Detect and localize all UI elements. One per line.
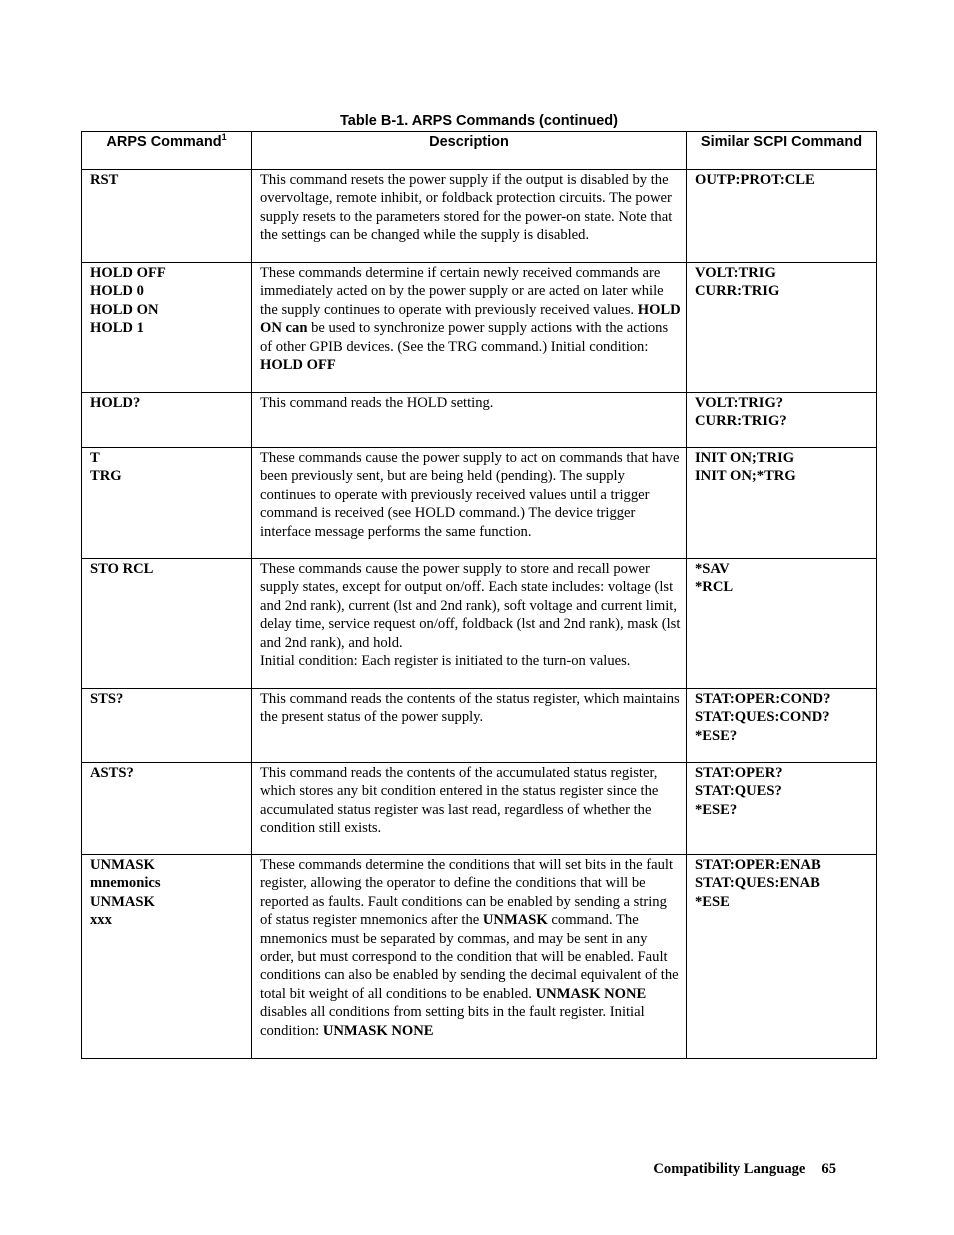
arps-command: STO RCL	[90, 561, 154, 577]
description-text: Initial condition: Each register is initiated to the turn-on values.	[260, 653, 631, 670]
scpi-command-cell	[687, 170, 877, 263]
arps-command: xxx	[90, 912, 112, 929]
arps-command: TRG	[90, 468, 122, 485]
description-cell	[252, 263, 687, 393]
arps-command-cell	[82, 263, 252, 393]
description-emphasis: UNMASK NONE	[535, 985, 647, 1002]
scpi-command: STAT:QUES?	[695, 783, 782, 800]
arps-command-cell	[82, 763, 252, 855]
table-row	[82, 393, 877, 448]
page-number: 65	[821, 1161, 836, 1177]
arps-command-cell	[82, 559, 252, 689]
arps-command: HOLD ON	[90, 301, 159, 318]
description-emphasis: UNMASK	[482, 912, 548, 929]
arps-command-cell	[82, 393, 252, 448]
description-cell	[252, 855, 687, 1059]
page-footer	[560, 1161, 836, 1178]
scpi-command: CURR:TRIG	[695, 283, 780, 300]
arps-command-cell	[82, 448, 252, 559]
description-text	[260, 264, 682, 374]
description-text: These commands cause the power supply to act on commands that have been previously sent, but are being held (pending). The supply continues to operate with previously received values until a trigger command is received (see HOLD command.) The device trigger interface message performs the same function.	[260, 450, 680, 540]
scpi-command: *SAV	[695, 561, 730, 577]
scpi-command-cell	[687, 448, 877, 559]
scpi-command-cell	[687, 559, 877, 689]
description-text	[260, 856, 682, 1040]
description-cell	[252, 689, 687, 763]
scpi-command: *ESE	[695, 893, 730, 910]
scpi-command: STAT:OPER?	[695, 765, 783, 781]
arps-command: HOLD 1	[90, 320, 144, 337]
scpi-command: *ESE?	[695, 801, 738, 818]
arps-command: mnemonics	[90, 875, 161, 892]
scpi-command: STAT:QUES:COND?	[695, 709, 830, 726]
footnote-marker: 1	[221, 132, 227, 143]
arps-command: HOLD?	[90, 395, 141, 411]
scpi-command: *ESE?	[695, 727, 738, 744]
arps-commands-table	[81, 131, 877, 1059]
description-cell	[252, 448, 687, 559]
scpi-command: *RCL	[695, 579, 734, 596]
scpi-command: STAT:QUES:ENAB	[695, 875, 820, 892]
description-cell	[252, 559, 687, 689]
arps-command: STS?	[90, 691, 124, 707]
scpi-command: OUTP:PROT:CLE	[695, 172, 815, 188]
scpi-command-cell	[687, 689, 877, 763]
footer-section-title: Compatibility Language	[653, 1161, 806, 1177]
description-fragment: These commands determine the conditions that will set bits in the fault register, allowing the operator to define the conditions that will be reported as faults. Fault conditions can be enabled by sending a string of status register mnemonics after the	[260, 857, 673, 929]
arps-command: UNMASK	[90, 857, 155, 873]
description-fragment: These commands determine if certain newly received commands are immediately acted on by the power supply or are acted on later while the supply continues to operate with previously received values.	[260, 265, 664, 318]
arps-command: HOLD OFF	[90, 265, 166, 281]
scpi-command-cell	[687, 393, 877, 448]
scpi-command-cell	[687, 763, 877, 855]
description-text: These commands cause the power supply to store and recall power supply states, except for output on/off. Each state includes: voltage (lst and 2nd rank), current (lst and 2nd rank), soft voltage and current limit, delay time, service request on/off, foldback (lst and 2nd rank), mask (lst and 2nd rank), and hold.	[260, 561, 681, 651]
description-text: This command reads the contents of the status register, which maintains the present status of the power supply.	[260, 691, 680, 726]
scpi-command-cell	[687, 263, 877, 393]
description-cell	[252, 170, 687, 263]
arps-command-cell	[82, 689, 252, 763]
header-similar-scpi: Similar SCPI Command	[687, 132, 877, 170]
table-row	[82, 448, 877, 559]
table-header-row	[82, 132, 877, 170]
table-row	[82, 170, 877, 263]
header-description: Description	[252, 132, 687, 170]
arps-command: T	[90, 450, 100, 466]
description-cell	[252, 393, 687, 448]
scpi-command: INIT ON;TRIG	[695, 450, 795, 466]
description-fragment: command. The mnemonics must be separated by commas, and may be sent in any order, but must correspond to the condition that will be enabled. Fault conditions can also be enabled by sending the decimal equivalent of the total bit weight of all conditions to be enabled.	[260, 912, 679, 1002]
description-text: This command resets the power supply if the output is disabled by the overvoltage, remote inhibit, or foldback protection circuits. The power supply resets to the parameters stored for the power-on state. Note that the settings can be changed while the supply is disabled.	[260, 172, 673, 244]
scpi-command: STAT:OPER:ENAB	[695, 857, 821, 873]
description-emphasis: UNMASK NONE	[322, 1022, 434, 1039]
table-row	[82, 263, 877, 393]
table-row	[82, 763, 877, 855]
description-text: This command reads the contents of the accumulated status register, which stores any bit condition entered in the status register since the accumulated status register was last read, regardless of whether the condition still exists.	[260, 765, 659, 837]
table-caption: Table B-1. ARPS Commands (continued)	[340, 113, 618, 129]
arps-command: HOLD 0	[90, 283, 144, 300]
description-fragment: disables all conditions from setting bits in the fault register. Initial condition:	[260, 1004, 645, 1039]
arps-command: ASTS?	[90, 765, 134, 781]
scpi-command-cell	[687, 855, 877, 1059]
scpi-command: VOLT:TRIG?	[695, 395, 784, 411]
description-text: This command reads the HOLD setting.	[260, 395, 494, 411]
table-row	[82, 689, 877, 763]
scpi-command: VOLT:TRIG	[695, 265, 776, 281]
scpi-command: STAT:OPER:COND?	[695, 691, 831, 707]
table-row	[82, 559, 877, 689]
header-arps-command: ARPS Command$^1$	[82, 132, 252, 170]
description-fragment: be used to synchronize power supply actions with the actions of other GPIB devices. (See the TRG command.) Initial condition:	[260, 320, 669, 355]
arps-command: UNMASK	[90, 893, 155, 910]
description-cell	[252, 763, 687, 855]
table-row	[82, 855, 877, 1059]
arps-command: RST	[90, 172, 119, 188]
arps-command-cell	[82, 170, 252, 263]
scpi-command: INIT ON;*TRG	[695, 468, 796, 485]
arps-command-cell	[82, 855, 252, 1059]
scpi-command: CURR:TRIG?	[695, 413, 787, 430]
description-emphasis: HOLD OFF	[260, 357, 336, 374]
description-emphasis: HOLD ON can	[260, 301, 681, 337]
